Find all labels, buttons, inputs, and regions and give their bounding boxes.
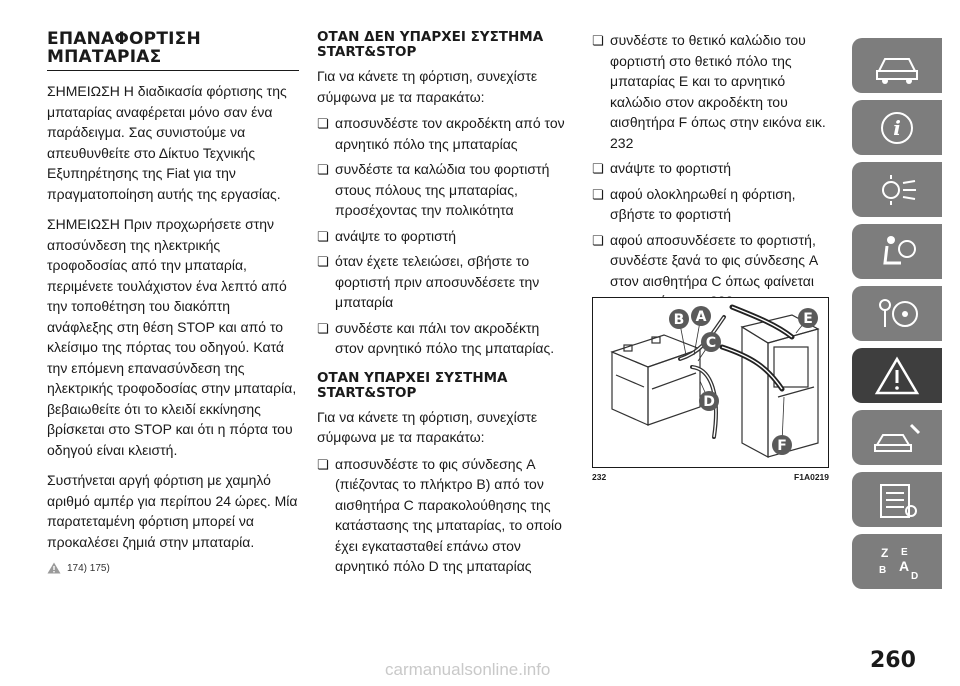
label-text-a: A [695,309,707,325]
intro-no-start-stop: Για να κάνετε τη φόρτιση, συνεχίστε σύμφωνα με τα παρακάτω: [317,68,538,105]
airbag-seat-icon [871,231,923,273]
list-item [592,184,837,225]
list-item-text: αποσυνδέστε το φις σύνδεσης A (πιέζοντας το πλήκτρο B) από τον αισθητήρα C παρακολούθησης της κατάστασης της μπαταρίας, το οποίο έχει εγκατασταθεί επάνω στον αρνητικό πόλο D της μπαταρίας [335,455,562,574]
svg-text:i: i [893,115,901,140]
checkbox-bullet-icon: ❏ [317,254,329,269]
checkbox-bullet-icon: ❏ [317,162,329,177]
list-item-text: αποσυνδέστε τον ακροδέκτη από τον αρνητικό πόλο της μπαταρίας [335,115,565,152]
list-item-text: ανάψτε το φορτιστή [335,227,457,244]
warning-references [47,562,299,574]
column-2 [317,30,569,582]
list-item-text: συνδέστε το θετικό καλώδιο του φορτιστή στο θετικό πόλο της μπαταρίας E και το αρνητικό καλώδιο στον ακροδέκτη του αισθητήρα F όπως στην εικόνα εικ. 232 [610,32,826,151]
chapter-tab-2[interactable] [852,100,942,155]
list-item [317,454,569,577]
list-item [592,158,837,179]
emergency-triangle-icon [871,355,923,397]
warning-refs-text: 174) 175) [67,562,110,574]
label-text-d: D [703,394,715,410]
list-item [317,159,569,221]
page-number: 260 [870,648,916,673]
steps-no-start-stop [317,113,569,359]
watermark-text: carmanualsonline.info [385,660,551,679]
warning-triangle-icon [47,562,61,574]
svg-text:A: A [899,557,910,574]
svg-text:Z: Z [881,545,889,560]
figure-number: 232 [592,472,607,482]
lights-icon [871,169,923,211]
figure-illustration [592,297,829,468]
list-item [317,318,569,359]
checkbox-bullet-icon: ❏ [592,232,604,248]
list-item-text: αφού αποσυνδέσετε το φορτιστή, συνδέστε ξανά το φις σύνδεσης A στον αισθητήρα C όπως φαίνεται [610,231,818,289]
maintenance-car-icon [871,417,923,459]
fiat-info-icon [871,107,923,149]
label-text-b: B [673,312,685,328]
key-steering-icon [871,293,923,335]
page-title: ΕΠΑΝΑΦΟΡΤΙΣΗ ΜΠΑΤΑΡΙΑΣ [47,30,299,71]
checkbox-bullet-icon: ❏ [317,116,329,131]
index-letters-icon [871,541,923,583]
list-item-text: ανάψτε το φορτιστή [610,160,732,176]
note-paragraph-2: ΣΗΜΕΙΩΣΗ Πριν προχωρήσετε στην αποσύνδεση της ηλεκτρικής τροφοδοσίας από την μπαταρία, περιμένετε τουλάχιστον ένα λεπτό από την τοποθέτηση του διακόπτη ανάφλεξης στη θέση STOP και από το κλείσιμο της πόρτας του οδηγού. Κατά την επόμενη επανασύνδεση της ηλεκτρικής τροφοδοσίας στην μπαταρία, βεβαιωθείτε ότι το κλειδί εκκίνησης βρίσκεται στο STOP και ότι η πόρτα του οδηγού είναι κλειστή. [47,216,297,458]
svg-text:B: B [879,564,887,576]
list-item-text: αφού ολοκληρωθεί η φόρτιση, σβήστε το φορτιστή [610,185,796,222]
list-item [317,113,569,154]
specs-list-icon [871,479,923,521]
chapter-tab-6[interactable] [852,348,942,403]
chapter-tab-9[interactable] [852,534,942,589]
car-dashboard-icon [871,45,923,87]
chapter-tab-3[interactable] [852,162,942,217]
heading-no-start-stop: ΟΤΑΝ ΔΕΝ ΥΠΑΡΧΕΙ ΣΥΣΤΗΜΑ START&STOP [317,29,544,60]
checkbox-bullet-icon: ❏ [317,456,329,472]
checkbox-bullet-icon: ❏ [592,161,604,176]
svg-text:D: D [911,570,919,582]
checkbox-bullet-icon: ❏ [317,320,329,336]
list-item [317,251,569,313]
list-item-text: συνδέστε τα καλώδια του φορτιστή στους πόλους της μπαταρίας, προσέχοντας την πολικότητα [335,161,550,218]
charging-paragraph: Συστήνεται αργή φόρτιση με χαμηλό αριθμό αμπέρ για περίπου 24 ώρες. Μία παρατεταμένη φόρτιση μπορεί να προκαλέσει ζημιά στην μπαταρία. [47,472,298,550]
svg-text:E: E [901,546,908,558]
list-item [592,30,837,153]
battery-charging-figure [592,297,829,468]
label-text-f: F [777,438,787,454]
checkbox-bullet-icon: ❏ [592,186,604,202]
heading-with-start-stop: ΟΤΑΝ ΥΠΑΡΧΕΙ ΣΥΣΤΗΜΑ START&STOP [317,369,508,401]
list-item-text: συνδέστε και πάλι τον ακροδέκτη στον αρνητικό πόλο της μπαταρίας. [335,319,555,356]
chapter-tab-1[interactable] [852,38,942,93]
checkbox-bullet-icon: ❏ [592,33,604,48]
intro-with-start-stop: Για να κάνετε τη φόρτιση, συνεχίστε σύμφωνα με τα παρακάτω: [317,408,538,445]
label-text-e: E [803,311,813,327]
chapter-tab-5[interactable] [852,286,942,341]
chapter-tab-8[interactable] [852,472,942,527]
column-1 [47,30,299,574]
note-paragraph-1: ΣΗΜΕΙΩΣΗ Η διαδικασία φόρτισης της μπαταρίας αναφέρεται μόνο σαν ένα παράδειγμα. Σας συνιστούμε να απευθυνθείτε στο Δίκτυο Τεχνικής Εξυπηρέτησης της Fiat για την πραγματοποίηση αυτής της εργασίας. [47,83,287,202]
chapter-tab-4[interactable] [852,224,942,279]
steps-with-start-stop [317,454,569,577]
chapter-tabs [852,38,942,596]
list-item [317,226,569,247]
steps-continued [592,30,837,312]
figure-code: F1A0219 [794,472,829,482]
label-text-c: C [705,335,717,351]
list-item-text: όταν έχετε τελειώσει, σβήστε το φορτιστή πριν αποσυνδέσετε την μπαταρία [335,253,540,310]
figure-caption [592,472,829,486]
checkbox-bullet-icon: ❏ [317,228,329,244]
chapter-tab-7[interactable] [852,410,942,465]
column-3 [592,30,837,317]
